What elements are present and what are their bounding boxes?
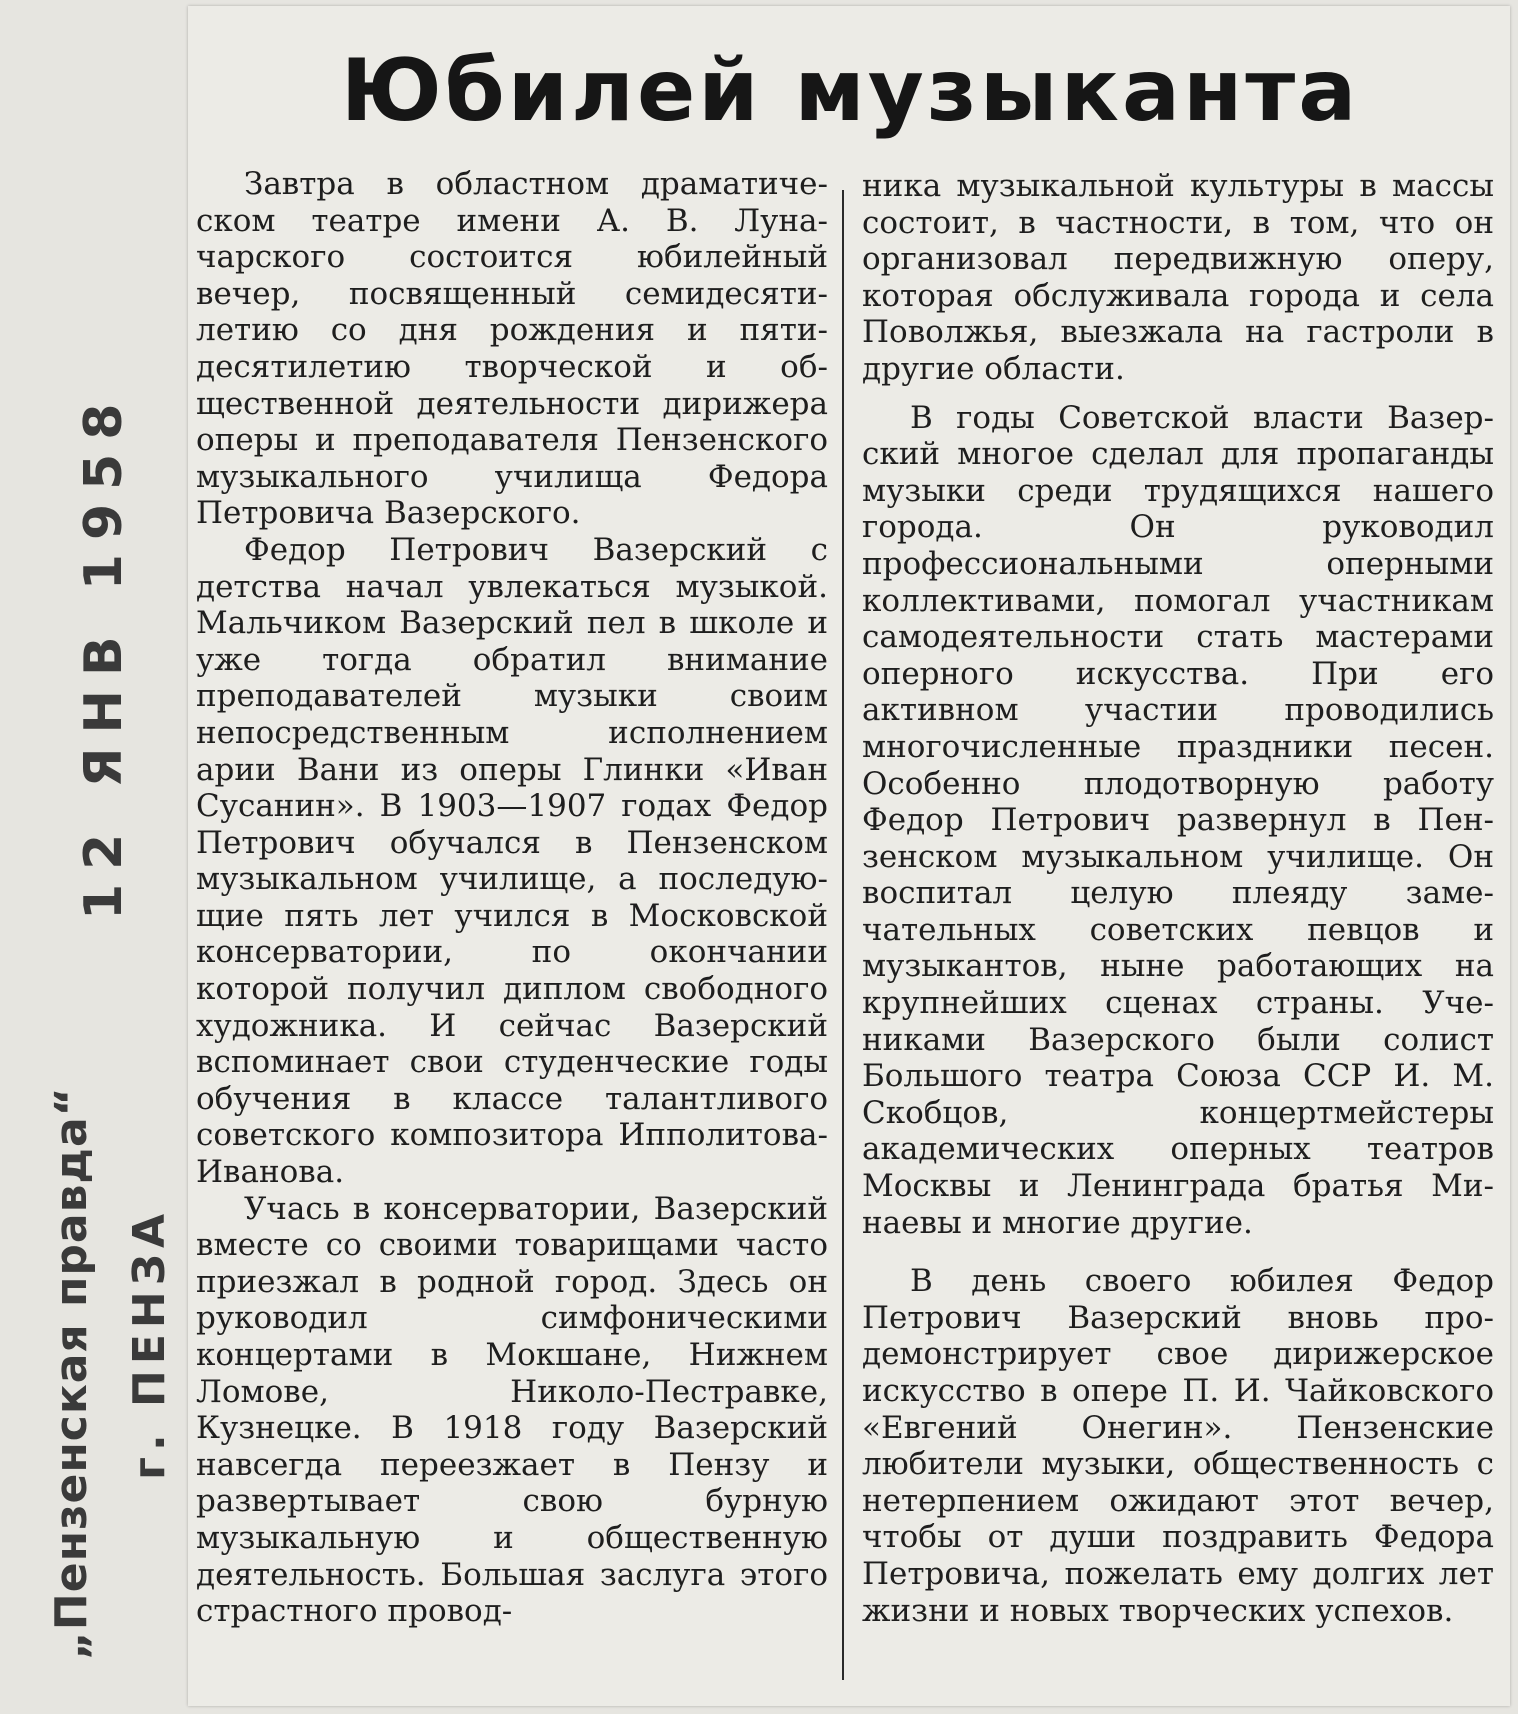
column-divider xyxy=(842,190,844,1680)
date-stamp: 12 ЯНВ 1958 xyxy=(74,389,134,920)
article-right-column xyxy=(862,168,1494,1629)
article-paragraph: В день своего юбилея Федор Петрович Вазерский вновь продемонстрирует свое дирижерское искусство в опере П. И. Чайковского «Евгений Онегин». Пензенские любители музыки, общественность с нетерпением ожидают этот вечер, чтобы от души поздравить Федора Петровича, пожелать ему долгих лет жизни и новых творческих успехов. xyxy=(862,1263,1494,1629)
article-paragraph: В годы Советской власти Вазерский многое сделал для пропаганды музыки среди трудящихся нашего города. Он руководил профессиональными оперными коллективами, помогал участникам самодеятельности стать мастерами оперного искусства. При его активном участии проводились многочисленные праздники песен. Особенно плодотворную работу Федор Петрович развернул в Пензенском музыкальном училище. Он воспитал целую плеяду замечательных советских певцов и музыкантов, ныне работающих на крупнейших сценах страны. Учениками Вазерского были солист Большого театра Союза ССР И. М. Скобцов, концертмейстеры академических оперных театров Москвы и Ленинграда братья Минаевы и многие другие. xyxy=(862,399,1494,1241)
article-paragraph: Учась в консерватории, Вазерский вместе со своими товарищами часто приезжал в родной город. Здесь он руководил симфоническими концертами в Мокшане, Нижнем Ломове, Николо-Пестравке, Кузнецке. В 1918 году Вазерский навсегда переезжает в Пензу и развертывает свою бурную музыкальную и общественную деятельность. Большая заслуга этого страстного провод- xyxy=(196,1190,828,1630)
newspaper-name-stamp: „Пензенская правда“ xyxy=(46,1086,97,1660)
article-headline: Юбилей музыканта xyxy=(340,41,1360,141)
article-left-column xyxy=(196,166,828,1630)
article-paragraph: ника музыкальной культуры в массы состоит, в частности, в том, что он организовал передвижную оперу, которая обслуживала города и села Поволжья, выезжала на гастроли в другие области. xyxy=(862,168,1494,387)
city-stamp: г. ПЕНЗА xyxy=(124,1207,175,1480)
article-paragraph: Завтра в областном драматическом театре имени А. В. Луначарского состоится юбилейный вечер, посвященный семидесятилетию со дня рождения и пятидесятилетию творческой и общественной деятельности дирижeра оперы и преподавателя Пензенского музыкального училища Федора Петровича Вазерского. xyxy=(196,166,828,532)
article-paragraph: Федор Петрович Вазерский с детства начал увлекаться музыкой. Мальчиком Вазерский пел в школе и уже тогда обратил внимание преподавателей музыки своим непосредственным исполнением арии Вани из оперы Глинки «Иван Сусанин». В 1903—1907 годах Федор Петрович обучался в Пензенском музыкальном училище, а последующие пять лет учился в Московской консерватории, по окончании которой получил диплом свободного художника. И сейчас Вазерский вспоминает свои студенческие годы обучения в классе талантливого советского композитора Ипполитова-Иванова. xyxy=(196,531,828,1191)
